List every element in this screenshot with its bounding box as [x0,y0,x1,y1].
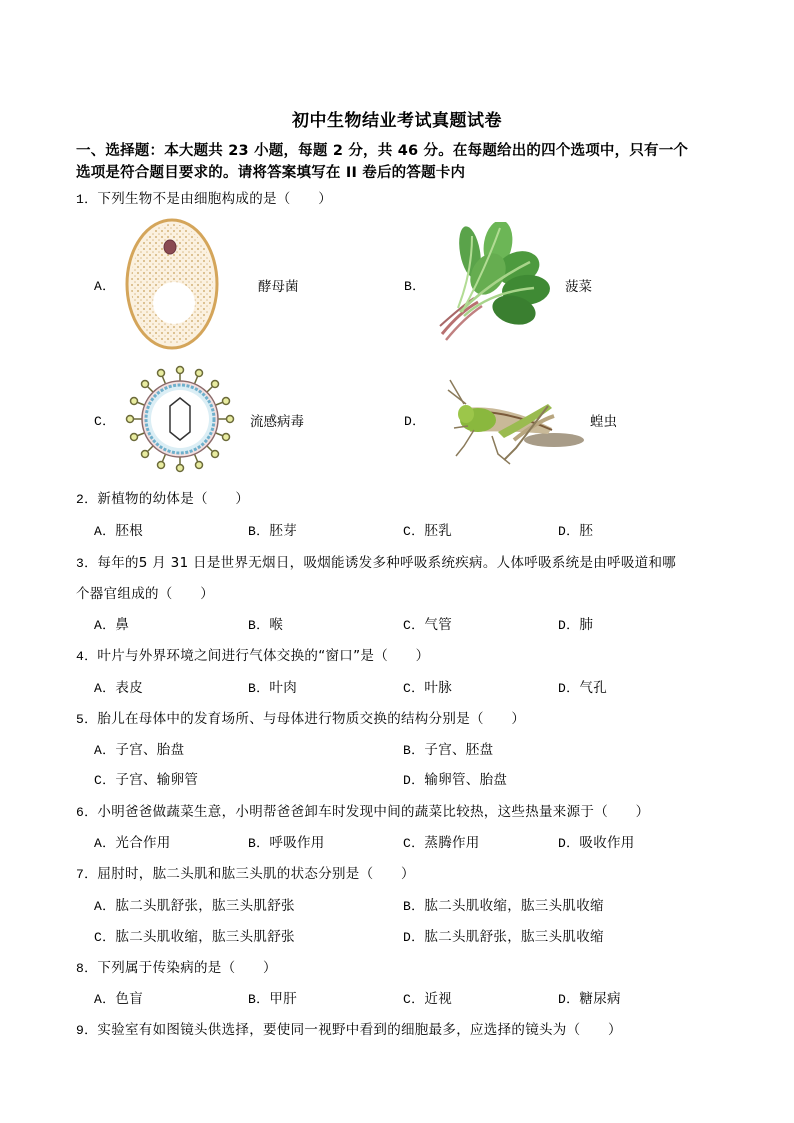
q1-option-b-label: 菠菜 [565,279,592,295]
option-letter: D． [403,773,425,788]
q4-option-d[interactable] [558,676,607,696]
question-9 [76,1018,622,1038]
section-heading-line1: 一、选择题：本大题共 23 小题，每题 2 分，共 46 分。在每题给出的四个选项中，只有一个 [76,143,689,159]
option-label: 光合作用 [115,835,171,851]
q7-option-a[interactable] [94,894,295,914]
option-letter: B． [403,743,425,758]
question-text: 下列属于传染病的是（ ） [97,960,277,976]
option-label: 鼻 [115,617,130,633]
option-letter: A． [94,992,116,1007]
spinach-icon [430,222,556,348]
question-2 [76,487,249,507]
option-label: 气管 [424,617,453,633]
page-title: 初中生物结业考试真题试卷 [292,111,502,131]
option-letter: C． [403,524,425,539]
option-letter: B． [248,681,270,696]
q1-option-d-label: 蝗虫 [590,414,617,430]
question-text: 实验室有如图镜头供选择，要使同一视野中看到的细胞最多，应选择的镜头为（ ） [97,1022,622,1038]
option-label: 子宫、输卵管 [115,772,199,788]
option-letter: B． [248,618,270,633]
option-letter: C． [403,681,425,696]
option-letter: A． [94,681,116,696]
option-letter: C． [403,992,425,1007]
q1-option-a[interactable] [94,275,115,294]
option-label: 肱二头肌舒张，肱三头肌舒张 [115,898,295,914]
influenza-virus-icon [122,364,238,474]
question-5 [76,707,525,727]
grasshopper-icon [444,378,584,468]
option-letter: C． [94,773,116,788]
option-letter: C． [94,930,116,945]
q1-option-a-label: 酵母菌 [258,279,299,295]
option-label: 吸收作用 [579,835,635,851]
option-letter: D． [404,414,426,429]
question-8 [76,956,277,976]
q3-option-b[interactable] [248,613,283,633]
q5-option-c[interactable] [94,768,198,788]
option-label: 糖尿病 [579,991,621,1007]
option-label: 胚根 [115,523,144,539]
q6-option-d[interactable] [558,831,635,851]
option-label: 呼吸作用 [269,835,325,851]
q3-option-c[interactable] [403,613,452,633]
option-label: 肺 [579,617,594,633]
q8-option-a[interactable] [94,987,143,1007]
yeast-cell-icon [124,217,220,351]
option-letter: B． [248,524,270,539]
option-label: 甲肝 [269,991,298,1007]
option-letter: A． [94,279,116,294]
question-text: 新植物的幼体是（ ） [97,491,250,507]
section-heading-line2: 选项是符合题目要求的。请将答案填写在 II 卷后的答题卡内 [76,165,466,181]
q4-option-a[interactable] [94,676,143,696]
option-label: 输卵管、胎盘 [424,772,508,788]
q4-option-b[interactable] [248,676,297,696]
option-label: 肱二头肌收缩，肱三头肌舒张 [115,929,295,945]
q3-option-a[interactable] [94,613,129,633]
q6-option-c[interactable] [403,831,480,851]
option-letter: D． [558,618,580,633]
q2-option-a[interactable] [94,519,143,539]
option-letter: C． [403,618,425,633]
question-text: 胎儿在母体中的发育场所、与母体进行物质交换的结构分别是（ ） [97,711,526,727]
question-text: 下列生物不是由细胞构成的是（ ） [97,191,333,207]
question-6 [76,800,649,820]
option-letter: D． [558,992,580,1007]
question-4 [76,644,429,664]
question-text: 小明爸爸做蔬菜生意，小明帮爸爸卸车时发现中间的蔬菜比较热，这些热量来源于（ ） [97,804,650,820]
question-number: 1． [76,192,98,207]
question-number: 7． [76,867,98,882]
question-text: 叶片与外界环境之间进行气体交换的“窗口”是（ ） [97,648,430,664]
option-label: 胚乳 [424,523,453,539]
option-letter: B． [403,899,425,914]
option-letter: A． [94,899,116,914]
option-letter: B． [248,836,270,851]
option-label: 叶肉 [269,680,298,696]
q5-option-d[interactable] [403,768,507,788]
q8-option-c[interactable] [403,987,452,1007]
question-text: 每年的5 月 31 日是世界无烟日，吸烟能诱发多种呼吸系统疾病。人体呼吸系统是由呼吸道和哪 [97,555,677,571]
option-letter: A． [94,836,116,851]
question-3 [76,551,676,571]
option-letter: D． [403,930,425,945]
option-label: 肱二头肌舒张，肱三头肌收缩 [424,929,604,945]
q3-option-d[interactable] [558,613,593,633]
option-label: 胚芽 [269,523,298,539]
option-label: 子宫、胎盘 [115,742,185,758]
q6-option-a[interactable] [94,831,171,851]
option-letter: D． [558,524,580,539]
q5-option-a[interactable] [94,738,184,758]
q7-option-c[interactable] [94,925,295,945]
option-label: 胚 [579,523,594,539]
q7-option-b[interactable] [403,894,604,914]
option-label: 气孔 [579,680,608,696]
q5-option-b[interactable] [403,738,493,758]
option-label: 肱二头肌收缩，肱三头肌收缩 [424,898,604,914]
option-letter: B． [248,992,270,1007]
q1-option-c-label: 流感病毒 [250,414,304,430]
option-letter: D． [558,681,580,696]
q2-option-c[interactable] [403,519,452,539]
question-3-continued: 个器官组成的（ ） [76,586,214,602]
option-label: 表皮 [115,680,144,696]
question-number: 3． [76,556,98,571]
q2-option-d[interactable] [558,519,593,539]
question-number: 2． [76,492,98,507]
option-letter: A． [94,524,116,539]
option-label: 喉 [269,617,284,633]
q6-option-b[interactable] [248,831,325,851]
question-number: 6． [76,805,98,820]
q4-option-c[interactable] [403,676,452,696]
option-letter: D． [558,836,580,851]
option-label: 色盲 [115,991,144,1007]
q1-option-b[interactable] [404,275,425,294]
option-label: 近视 [424,991,453,1007]
option-letter: B． [404,279,426,294]
question-number: 5． [76,712,98,727]
q2-option-b[interactable] [248,519,297,539]
option-label: 叶脉 [424,680,453,696]
option-letter: C． [403,836,425,851]
question-1 [76,187,332,207]
option-label: 蒸腾作用 [424,835,480,851]
question-text: 屈肘时，肱二头肌和肱三头肌的状态分别是（ ） [97,866,415,882]
q7-option-d[interactable] [403,925,604,945]
option-letter: A． [94,618,116,633]
option-letter: A． [94,743,116,758]
option-letter: C． [94,414,116,429]
q1-option-c[interactable] [94,410,115,429]
q8-option-d[interactable] [558,987,621,1007]
option-label: 子宫、胚盘 [424,742,494,758]
question-7 [76,862,415,882]
question-number: 9． [76,1023,98,1038]
q8-option-b[interactable] [248,987,297,1007]
q1-option-d[interactable] [404,410,425,429]
question-number: 4． [76,649,98,664]
question-number: 8． [76,961,98,976]
